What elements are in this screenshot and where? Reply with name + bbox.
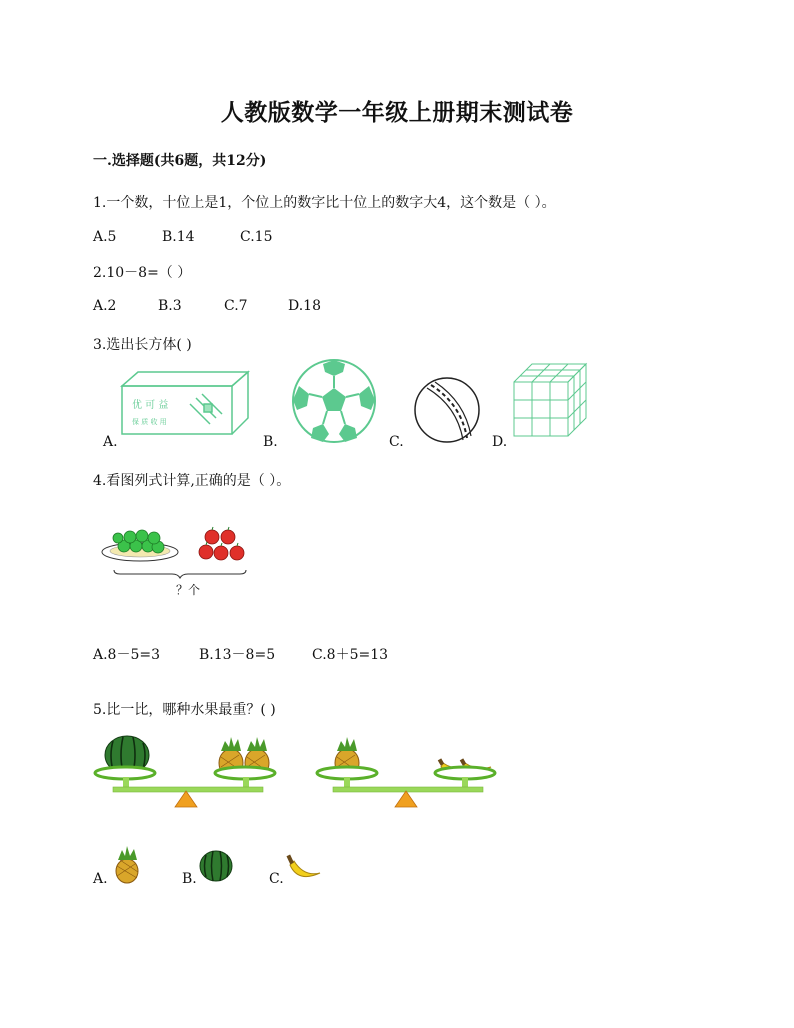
q2-option-b[interactable]: B.3: [158, 298, 182, 314]
box-sub-text: 保 质 收 用: [132, 418, 167, 426]
balance-scale-right: [313, 733, 503, 809]
pineapple-icon[interactable]: [110, 846, 144, 884]
fulcrum-icon: [395, 791, 417, 807]
banana-icon[interactable]: [284, 851, 322, 883]
green-apples: [113, 530, 164, 553]
q5-option-b[interactable]: B.: [182, 871, 197, 887]
watermelon-icon[interactable]: [198, 849, 234, 883]
question-2-stem: 2.10－8=（ ）: [93, 265, 192, 281]
box-brand-text: 优 可 益: [132, 400, 169, 411]
soccer-ball-image[interactable]: [291, 358, 377, 444]
q2-option-d[interactable]: D.18: [288, 298, 321, 314]
q3-option-a[interactable]: A.: [103, 434, 118, 450]
q1-option-c[interactable]: C.15: [240, 229, 273, 245]
cube-image[interactable]: [510, 362, 590, 438]
q3-option-c[interactable]: C.: [389, 434, 404, 450]
question-3-stem: 3.选出长方体( ): [93, 337, 192, 353]
section-heading: 一.选择题(共6题，共12分): [93, 153, 267, 169]
question-4-stem: 4.看图列式计算,正确的是（ ）。: [93, 473, 291, 489]
balance-scale-left: [93, 733, 283, 809]
figure-caption: ？个: [176, 583, 201, 597]
q2-option-c[interactable]: C.7: [224, 298, 248, 314]
q4-option-c[interactable]: C.8＋5=13: [312, 647, 389, 663]
q4-option-a[interactable]: A.8－5=3: [93, 647, 161, 663]
q5-option-a[interactable]: A.: [93, 871, 108, 887]
fulcrum-icon: [175, 791, 197, 807]
striped-ball-image[interactable]: [413, 376, 481, 444]
page-title: 人教版数学一年级上册期末测试卷: [220, 99, 574, 126]
cuboid-box-image[interactable]: [118, 368, 253, 438]
q1-option-b[interactable]: B.14: [162, 229, 195, 245]
q5-option-c[interactable]: C.: [269, 871, 284, 887]
question-5-stem: 5.比一比，哪种水果最重？( ): [93, 702, 276, 718]
q3-option-b[interactable]: B.: [263, 434, 278, 450]
q4-option-b[interactable]: B.13－8=5: [199, 647, 276, 663]
fruit-count-figure: [100, 524, 260, 580]
q1-option-a[interactable]: A.5: [93, 229, 117, 245]
q2-option-a[interactable]: A.2: [93, 298, 117, 314]
q3-option-d[interactable]: D.: [492, 434, 508, 450]
question-1-stem: 1.一个数，十位上是1，个位上的数字比十位上的数字大4，这个数是（ ）。: [93, 195, 556, 211]
